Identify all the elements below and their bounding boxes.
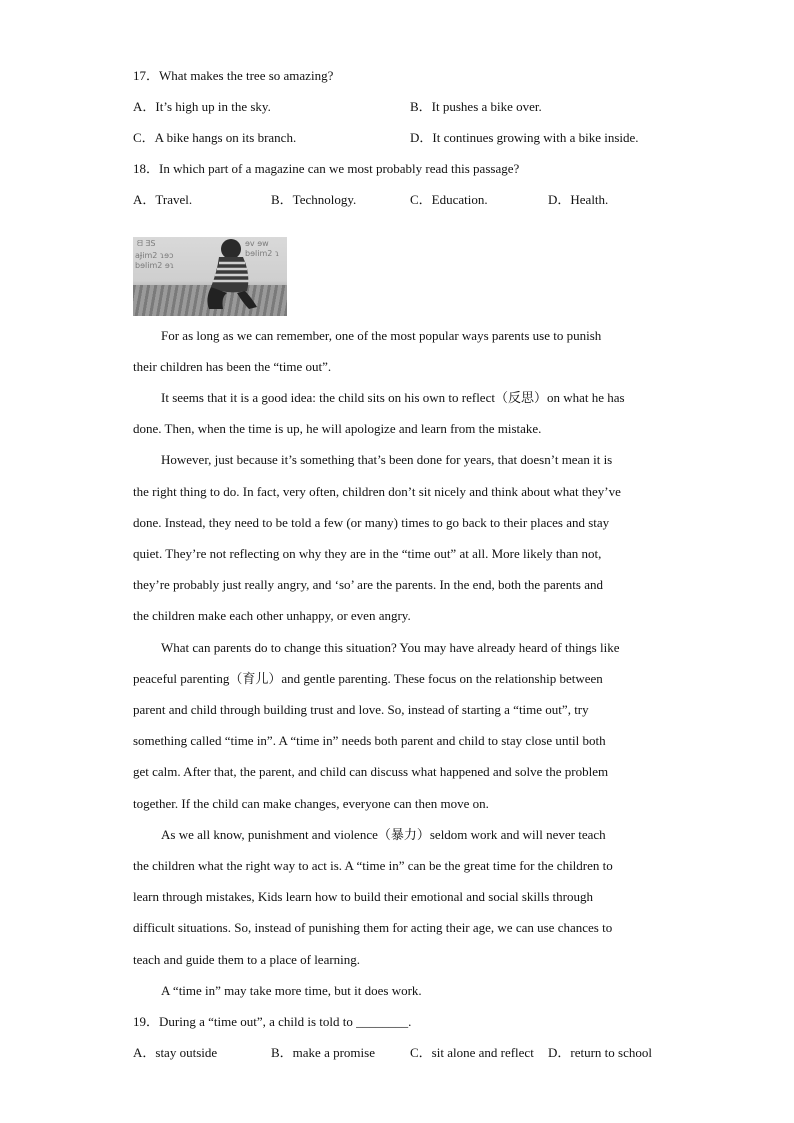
passage-line-4: done. Then, when the time is up, he will apologize and learn from the mistake. — [133, 421, 542, 436]
passage-line-8: quiet. They’re not reflecting on why they are in the “time out” at all. More likely than not, — [133, 546, 602, 561]
question-18-option-b: B．Technology. — [271, 192, 357, 207]
passage-photo: ᗺ ƎS aɈim2 ɿɘɔ bɘlim2 ɘɿ ɘv ɘw bɘlim2 ɿ — [133, 237, 287, 316]
question-17-option-b: B．It pushes a bike over. — [410, 99, 542, 114]
question-17-stem: 17．What makes the tree so amazing? — [133, 68, 334, 83]
passage-line-21: teach and guide them to a place of learning. — [133, 952, 361, 967]
passage-line-10: the children make each other unhappy, or even angry. — [133, 608, 411, 623]
passage-line-5: However, just because it’s something that’s been done for years, that doesn’t mean it is — [161, 452, 613, 467]
question-18-option-c: C．Education. — [410, 192, 488, 207]
passage-line-13: parent and child through building trust and love. So, instead of starting a “time out”, try — [133, 702, 589, 717]
passage-line-7: done. Instead, they need to be told a few (or many) times to go back to their places and stay — [133, 515, 610, 530]
passage-line-1: For as long as we can remember, one of the most popular ways parents use to punish — [161, 328, 602, 343]
question-17-option-a: A．It’s high up in the sky. — [133, 99, 271, 114]
passage-line-16: together. If the child can make changes, everyone can then move on. — [133, 796, 489, 811]
passage-line-6: the right thing to do. In fact, very often, children don’t sit nicely and think about what they’ve — [133, 484, 621, 499]
passage-line-19: learn through mistakes, Kids learn how to build their emotional and social skills through — [133, 889, 593, 904]
question-19-option-a: A．stay outside — [133, 1045, 218, 1060]
passage-line-15: get calm. After that, the parent, and child can discuss what happened and solve the problem — [133, 764, 609, 779]
question-18-stem: 18．In which part of a magazine can we most probably read this passage? — [133, 161, 520, 176]
question-19-option-c: C．sit alone and reflect — [410, 1045, 534, 1060]
question-18-option-a: A．Travel. — [133, 192, 193, 207]
passage-line-3: It seems that it is a good idea: the child sits on his own to reflect（反思）on what he has — [161, 390, 625, 405]
passage-line-18: the children what the right way to act is. A “time in” can be the great time for the children to — [133, 858, 613, 873]
passage-line-2: their children has been the “time out”. — [133, 359, 332, 374]
question-18-option-d: D．Health. — [548, 192, 609, 207]
question-19-option-b: B．make a promise — [271, 1045, 375, 1060]
passage-line-20: difficult situations. So, instead of punishing them for acting their age, we can use chances to — [133, 920, 613, 935]
passage-line-17: As we all know, punishment and violence（暴力）seldom work and will never teach — [161, 827, 606, 842]
child-silhouette-icon — [133, 237, 287, 316]
passage-line-22: A “time in” may take more time, but it does work. — [161, 983, 422, 998]
question-19-stem: 19．During a “time out”, a child is told to ________. — [133, 1014, 412, 1029]
question-19-option-d: D．return to school — [548, 1045, 652, 1060]
passage-line-14: something called “time in”. A “time in” needs both parent and child to stay close until both — [133, 733, 606, 748]
question-17-option-d: D．It continues growing with a bike inside. — [410, 130, 639, 145]
question-17-option-c: C．A bike hangs on its branch. — [133, 130, 297, 145]
passage-line-12: peaceful parenting（育儿）and gentle parenting. These focus on the relationship between — [133, 671, 603, 686]
passage-line-9: they’re probably just really angry, and ‘so’ are the parents. In the end, both the parents and — [133, 577, 603, 592]
passage-line-11: What can parents do to change this situation? You may have already heard of things like — [161, 640, 620, 655]
